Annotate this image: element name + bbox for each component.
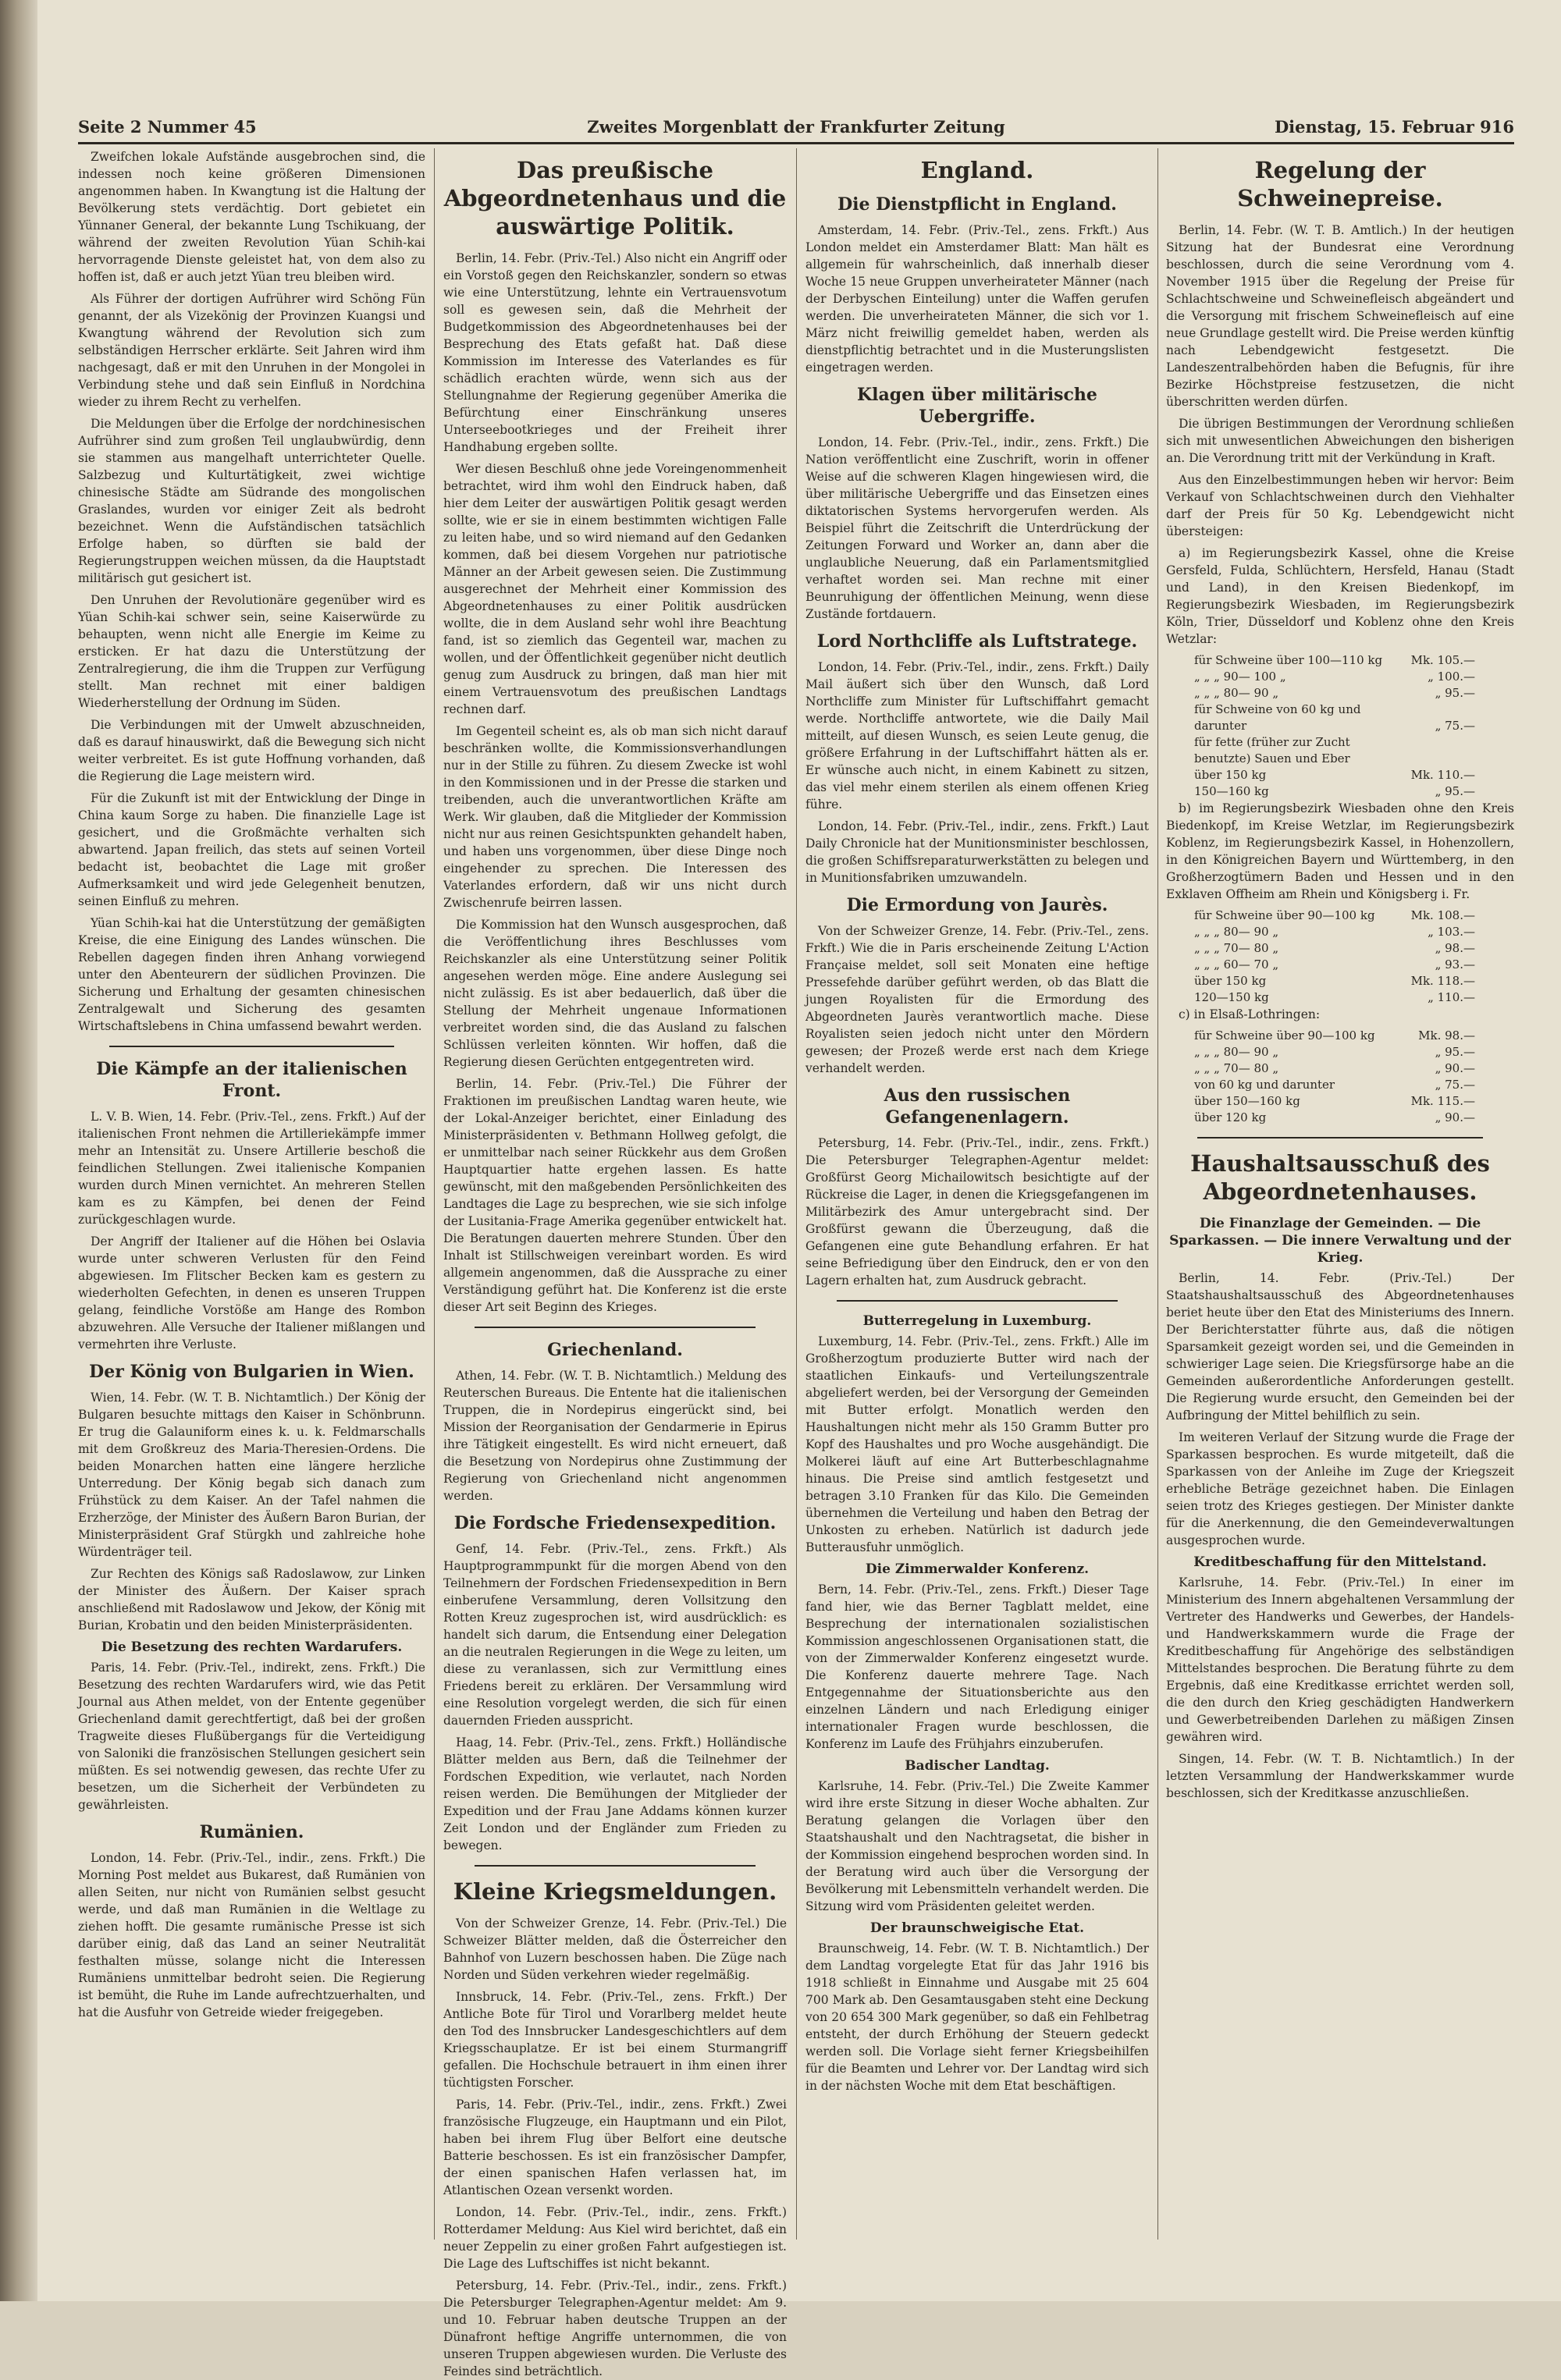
price-row (1194, 908, 1514, 924)
price-row (1194, 783, 1514, 800)
price-row (1194, 940, 1514, 957)
article-paragraph: Von der Schweizer Grenze, 14. Febr. (Priv.-Tel.) Die Schweizer Blätter melden, daß die Österreicher den Bahnhof von Luzern beschossen haben. Die Züge nach Norden und Süden verkehren wieder regelmäßig. (443, 1916, 787, 1982)
price-label: über 150 kg (1194, 974, 1267, 988)
headline-baden-diet: Badischer Landtag. (905, 1758, 1050, 1774)
header-masthead: Zweites Morgenblatt der Frankfurter Zeitung (587, 117, 1005, 137)
price-row (1194, 1044, 1514, 1060)
page-header (78, 111, 1514, 142)
price-value: „ 95.— (1435, 1045, 1475, 1059)
price-value: „ 90.— (1435, 1110, 1475, 1124)
headline-italian-front: Die Kämpfe an der italienischen Front. (96, 1059, 407, 1101)
price-value: Mk. 98.— (1418, 1028, 1475, 1043)
price-label: über 150—160 kg (1194, 1094, 1300, 1108)
price-value: Mk. 105.— (1410, 653, 1475, 667)
article-paragraph: Paris, 14. Febr. (Priv.-Tel., indir., zens. Frkft.) Zwei französische Flugzeuge, ein Hauptmann und ein Pilot, haben bei ihrem Flug über Belfort eine deutsche Batterie beschossen. Es ist ein französischer Dampfer, der einen spanischen Hafen verlassen hat, im Atlantischen Ozean versenkt worden. (443, 2098, 787, 2197)
price-row (1194, 702, 1514, 734)
article-paragraph: Amsterdam, 14. Febr. (Priv.-Tel., zens. Frkft.) Aus London meldet ein Amsterdamer Blatt: Man hält es allgemein für wahrscheinlich, daß innerhalb dieser Woche 15 neue Gruppen unverheirateter Männer (nach der Derbyschen Einteilung) unter die Waffen gerufen werden. Die unverheirateten Männer, die sich vor 1. März nicht freiwillig gemeldet haben, werden als dienstpflichtig betrachtet und in die Musterungslisten eingetragen werden. (805, 223, 1149, 375)
price-label: für Schweine über 90—100 kg (1194, 908, 1375, 922)
column-4 (1166, 148, 1514, 2240)
price-row (1194, 973, 1514, 989)
column-rule (1157, 148, 1158, 2240)
price-label: über 120 kg (1194, 1110, 1267, 1124)
section-divider (1197, 1137, 1483, 1138)
price-label: 120—150 kg (1194, 990, 1269, 1004)
article-paragraph: Die übrigen Bestimmungen der Verordnung schließen sich mit unwesentlichen Abweichungen den bisherigen an. Die Verordnung tritt mit der Verkündung in Kraft. (1166, 417, 1514, 465)
price-label: für fette (früher zur Zucht benutzte) Sauen und Eber (1194, 735, 1350, 766)
article-paragraph: Wer diesen Beschluß ohne jede Voreingenommenheit betrachtet, wird ihm wohl den Eindruck haben, daß hier dem Leiter der auswärtigen Politik gesagt werden sollte, wie er sie in einem bestimmten wichtigen Falle zu leiten habe, und so wird niemand auf den Gedanken kommen, daß bei diesem Vorgehen nur patriotische Männer an der Arbeit gewesen seien. Die Zustimmung ausgerechnet der Mehrheit einer Kommission des Abgeordnetenhauses zu einer Politik ausdrücken wollte, die in dem Ausland sehr wohl ihre Beachtung fand, ist so ziemlich das Gegenteil war, machen zu wollen, und der Öffentlichkeit gegenüber nicht deutlich genug zum Ausdruck zu bringen, daß man hier mit einem Vertrauensvotum des preußischen Landtags rechnen darf. (443, 462, 787, 716)
price-value: „ 100.— (1428, 670, 1475, 684)
price-row (1194, 924, 1514, 940)
article-paragraph: Aus den Einzelbestimmungen heben wir hervor: Beim Verkauf von Schlachtschweinen durch den Viehhalter darf der Preis für 50 Kg. Lebendgewicht nicht übersteigen: (1166, 473, 1514, 538)
article-paragraph: Karlsruhe, 14. Febr. (Priv.-Tel.) In einer im Ministerium des Innern abgehaltenen Versammlung der Vertreter des Handwerks und Gewerbes, der Handels- und Handwerkskammern wurde die Frage der Kreditbeschaffung für Angehörige des selbständigen Mittelstandes besprochen. Die Beratung führte zu dem Ergebnis, daß eine Kreditkasse errichtet werden soll, die den durch den Krieg geschädigten Handwerkern und Gewerbetreibenden Darlehen zu mäßigen Zinsen gewähren wird. (1166, 1575, 1514, 1744)
article-paragraph: b) im Regierungsbezirk Wiesbaden ohne den Kreis Biedenkopf, im Kreise Wetzlar, im Regierungsbezirk Koblenz, im Regierungsbezirk Kassel, in Hohenzollern, in den Königreichen Bayern und Württemberg, in den Großherzogtümern Baden und Hessen und in den Exklaven Offheim am Rhein und Königsberg i. Fr. (1166, 801, 1514, 901)
article-paragraph: Die Meldungen über die Erfolge der nordchinesischen Aufrührer sind zum großen Teil unglaubwürdig, denn sie stammen aus mangelhaft unterrichteter Quelle. Salzbezug und Kulturtätigkeit, zwei wichtige chinesische Städte am Südrande des mongolischen Graslandes, wurden vor einiger Zeit als bedroht bezeichnet. Wenn die Aufständischen tatsächlich Erfolge haben, so dürften sie bald der Regierungstruppen weichen müssen, da die Hauptstadt militärisch gut gesichert ist. (78, 417, 425, 585)
article-paragraph: Berlin, 14. Febr. (Priv.-Tel.) Der Staatshaushaltsausschuß des Abgeordnetenhauses beriet heute über den Etat des Ministeriums des Innern. Der Berichterstatter führte aus, daß die nötigen Sparsamkeit gezeigt worden sei, und die Gemeinden in schwieriger Lage seien. Die Kriegsfürsorge habe an die Gemeinden außerordentliche Anforderungen gestellt. Die Regierung wurde ersucht, den Gemeinden bei der Aufbringung der Mittel behilflich zu sein. (1166, 1271, 1514, 1423)
article-paragraph: Genf, 14. Febr. (Priv.-Tel., zens. Frkft.) Als Hauptprogrammpunkt für die morgen Abend von den Teilnehmern der Fordschen Friedensexpedition in Bern einberufene Versammlung, deren Vollsitzung den Rotten Kreuz zugesprochen ist, wird ausdrücklich: es handelt sich darum, die Entsendung einer Delegation an die neutralen Regierungen in die Wege zu leiten, um diese zu veranlassen, sich zur Vermittlung eines Friedens bereit zu erklären. Der Versammlung wird eine Resolution vorgelegt werden, die sich für einen dauernden Frieden ausspricht. (443, 1542, 787, 1728)
price-label: „ „ „ 70— 80 „ (1194, 1061, 1279, 1075)
price-label: von 60 kg und darunter (1194, 1078, 1335, 1092)
headline-england: England. (920, 157, 1034, 183)
article-paragraph: Zweifchen lokale Aufstände ausgebrochen sind, die indessen noch keine größeren Dimensionen angenommen haben. In Kwangtung ist die Haltung der Bevölkerung stets verdächtig. Dort gebietet ein Yünnaner General, der bekannte Lung Tschikuang, der während der zweiten Revolution Yüan Schih-kai hervorragende Dienste geleistet hat, von dem also zu hoffen ist, daß er auch jetzt Yüan treu bleiben wird. (78, 150, 425, 284)
article-paragraph: Braunschweig, 14. Febr. (W. T. B. Nichtamtlich.) Der dem Landtag vorgelegte Etat für das Jahr 1916 bis 1918 schließt in Einnahme und Ausgabe mit 25 604 700 Mark ab. Den Gesamtausgaben steht eine Deckung von 20 654 300 Mark gegenüber, so daß ein Fehlbetrag entsteht, der durch Erhöhung der Steuern gedeckt werden soll. Die Vorlage sieht ferner Kriegsbeihilfen für die Beamten und Lehrer vor. Der Landtag wird sich in der nächsten Woche mit dem Etat beschäftigen. (805, 1941, 1149, 2093)
article-paragraph: a) im Regierungsbezirk Kassel, ohne die Kreise Gersfeld, Fulda, Schlüchtern, Hersfeld, Hanau (Stadt und Land), in den Kreisen Biedenkopf, im Regierungsbezirk Wiesbaden, im Regierungsbezirk Köln, Trier, Düsseldorf und Koblenz ohne den Kreis Wetzlar: (1166, 546, 1514, 646)
article-paragraph: Der Angriff der Italiener auf die Höhen bei Oslavia wurde unter schweren Verlusten für den Feind abgewiesen. Im Flitscher Becken kam es gestern zu wiederholten Gefechten, in denen es unseren Truppen gelang, feindliche Vorstöße am Hange des Rombon abzuwehren. Alle Versuche der Italiener mißlangen und vermehrten ihre Verluste. (78, 1234, 425, 1352)
price-value: „ 75.— (1435, 719, 1475, 733)
article-paragraph: Petersburg, 14. Febr. (Priv.-Tel., indir., zens. Frkft.) Die Petersburger Telegraphen-Agentur meldet: Am 9. und 10. Februar haben deutsche Truppen an der Dünafront heftige Angriffe unternommen, die von unseren Truppen abgewiesen wurden. Die Verluste des Feindes sind beträchtlich. (443, 2279, 787, 2378)
article-paragraph: Bern, 14. Febr. (Priv.-Tel., zens. Frkft.) Dieser Tage fand hier, wie das Berner Tagblatt meldet, eine Besprechung der internationalen sozialistischen Kommission angeschlossenen Organisationen statt, die von der Zimmerwalder Konferenz eingesetzt wurde. Die Konferenz dauerte mehrere Tage. Nach Entgegennahme der Situationsberichte aus den einzelnen Ländern und nach Erledigung einiger internationaler Fragen wurde beschlossen, die Konferenz im Laufe des Frühjahrs einzuberufen. (805, 1583, 1149, 1751)
price-value: „ 98.— (1435, 941, 1475, 955)
price-row (1194, 957, 1514, 973)
article-paragraph: Athen, 14. Febr. (W. T. B. Nichtamtlich.) Meldung des Reuterschen Bureaus. Die Entente hat die italienischen Truppen, die in Nordepirus eingerückt sind, bei Mission der Reorganisation der Gendarmerie in Epirus ihre Tätigkeit eingestellt. Es wird nicht erneuert, daß die Besetzung von Nordepirus ohne Zustimmung der Regierung von Griechenland nicht angenommen werden. (443, 1369, 787, 1503)
price-value: Mk. 108.— (1410, 908, 1475, 922)
headline-pig-prices: Regelung der Schweinepreise. (1237, 157, 1443, 211)
column-rule (796, 148, 797, 2240)
article-paragraph: London, 14. Febr. (Priv.-Tel., indir., zens. Frkft.) Die Morning Post meldet aus Bukarest, daß Rumänien von allen Seiten, nur nicht von Rumänien selbst gesucht werde, und daß man Rumänien in die Weltlage zu ziehen hofft. Die gesamte rumänische Presse ist sich darüber einig, daß das Land an seiner Neutralität festhalten müsse, solange nicht die Interessen Rumäniens unmittelbar bedroht seien. Die Regierung ist bemüht, die Ruhe im Lande aufrechtzuerhalten, und hat die Ausfuhr von Getreide wieder freigegeben. (78, 1851, 425, 2019)
price-row (1194, 734, 1514, 767)
price-row (1194, 1077, 1514, 1093)
headline-ford-expedition: Die Fordsche Friedensexpedition. (453, 1513, 777, 1533)
headline-middle-class-credit: Kreditbeschaffung für den Mittelstand. (1193, 1554, 1487, 1570)
headline-prussian-house: Das preußische Abgeordnetenhaus und die auswärtige Politik. (443, 157, 787, 240)
headline-prison-camps: Aus den russischen Gefangenenlagern. (884, 1085, 1071, 1128)
price-value: Mk. 118.— (1410, 974, 1475, 988)
price-value: „ 95.— (1435, 784, 1475, 798)
article-paragraph: Haag, 14. Febr. (Priv.-Tel., zens. Frkft.) Holländische Blätter melden aus Bern, daß die Teilnehmer der Fordschen Expedition, wie verlautet, nach Norden reisen werden. Die Bemühungen der Mitglieder der Expedition und der Frau Jane Addams können kurzer Zeit London und der Engländer zum Frieden zu bewegen. (443, 1735, 787, 1852)
price-table-c (1166, 1028, 1514, 1126)
headline-brunswick-budget: Der braunschweigische Etat. (869, 1920, 1085, 1936)
price-label: „ „ „ 80— 90 „ (1194, 1045, 1279, 1059)
price-label: 150—160 kg (1194, 784, 1269, 798)
article-paragraph: Petersburg, 14. Febr. (Priv.-Tel., indir., zens. Frkft.) Die Petersburger Telegraphen-Agentur meldet: Großfürst Georg Michailowitsch besichtigte auf der Rückreise die Lager, in denen die Kriegsgefangenen im Militärbezirk des Amur untergebracht sind. Der Großfürst gewann die Überzeugung, daß die Gefangenen eine gute Behandlung erfahren. Er hat seine Befriedigung über den Eindruck, den er von den Lagern erhalten hat, zum Ausdruck gebracht. (805, 1136, 1149, 1288)
article-paragraph: London, 14. Febr. (Priv.-Tel., indir., zens. Frkft.) Daily Mail äußert sich über den Wunsch, daß Lord Northcliffe zum Minister für Luftschiffahrt gemacht werde. Northcliffe antwortete, wie die Daily Mail mitteilt, auf diesen Wunsch, es seien Leute genug, die größere Erfahrung in der Luftschiffahrt hätten als er. Er wünsche auch nicht, in einem Kabinett zu sitzen, das viel mehr einem sterilen als einem offenen Krieg führe. (805, 660, 1149, 812)
price-label: „ „ „ 80— 90 „ (1194, 686, 1279, 700)
headline-budget-committee: Haushaltsausschuß des Abgeordnetenhauses. (1190, 1150, 1490, 1205)
price-row (1194, 989, 1514, 1006)
article-paragraph: Karlsruhe, 14. Febr. (Priv.-Tel.) Die Zweite Kammer wird ihre erste Sitzung in dieser Woche abhalten. Zur Beratung gelangen die Vorlagen über den Staatshaushalt und den Nachtragsetat, die bisher in der Kommission eingehend besprochen worden sind. In der Beratung wird auch über die Versorgung der Bevölkerung mit Lebensmitteln verhandelt werden. Die Sitzung wird vom Präsidenten geleitet werden. (805, 1779, 1149, 1913)
column-3 (805, 148, 1149, 2240)
column-2 (443, 148, 787, 2378)
price-value: „ 93.— (1435, 957, 1475, 972)
article-paragraph: Paris, 14. Febr. (Priv.-Tel., indirekt, zens. Frkft.) Die Besetzung des rechten Wardarufers wird, wie das Petit Journal aus Athen meldet, von der Entente gegenüber Griechenland damit gerechtfertigt, daß bei der großen Tragweite dieses Flußübergangs für die Verteidigung von Saloniki die französischen Stellungen gesichert sein müßten. Es sei notwendig gewesen, das rechte Ufer zu besetzen, um die Sicherheit der Verbündeten zu gewährleisten. (78, 1661, 425, 1812)
article-paragraph: Als Führer der dortigen Aufrührer wird Schöng Fün genannt, der als Vizekönig der Provinzen Kuangsi und Kwangtung während der Revolution sich zum selbständigen Herrscher erklärte. Seit Jahren wird ihm nachgesagt, daß er mit den Unruhen in der Mongolei in Verbindung stehe und daß sein Einfluß in Nordchina wieder zu ihrem Recht zu verhelfen. (78, 292, 425, 409)
article-paragraph: London, 14. Febr. (Priv.-Tel., indir., zens. Frkft.) Laut Daily Chronicle hat der Munitionsminister beschlossen, die großen Schiffsreparaturwerkstätten zu belegen und in Munitionsfabriken umzuwandeln. (805, 819, 1149, 885)
article-paragraph: Singen, 14. Febr. (W. T. B. Nichtamtlich.) In der letzten Versammlung der Handwerkskammer wurde beschlossen, sich der Kreditkasse anzuschließen. (1166, 1752, 1514, 1800)
article-paragraph: Berlin, 14. Febr. (Priv.-Tel.) Also nicht ein Angriff oder ein Vorstoß gegen den Reichskanzler, sondern so etwas wie eine Unterstützung, lehnte ein Vertrauensvotum soll es gewesen sein, daß die Mehrheit der Budgetkommission des Abgeordnetenhauses bei der Besprechung des Etats gefaßt hat. Daß diese Kommission im Interesse des Vaterlandes es für schädlich erachten würde, wenn sich aus der Stellungnahme der Regierung gegenüber Amerika die Befürchtung einer Einschränkung unseres Unterseebootkrieges und der Freiheit ihrer Handhabung ergeben sollte. (443, 251, 787, 454)
price-value: Mk. 115.— (1410, 1094, 1475, 1108)
price-row (1194, 1060, 1514, 1077)
article-paragraph: c) in Elsaß-Lothringen: (1179, 1007, 1321, 1021)
price-label: „ „ „ 90— 100 „ (1194, 670, 1286, 684)
price-row (1194, 767, 1514, 783)
price-label: „ „ „ 80— 90 „ (1194, 925, 1279, 939)
header-rule (78, 142, 1514, 144)
headline-conscription: Die Dienstpflicht in England. (837, 194, 1117, 215)
article-paragraph: Innsbruck, 14. Febr. (Priv.-Tel., zens. Frkft.) Der Antliche Bote für Tirol und Vorarlberg meldet heute den Tod des Innsbrucker Landesgeschichtlers auf dem Kriegsschauplatze. Er ist bei einem Sturmangriff gefallen. Die Hochschule betrauert in ihm einen ihrer tüchtigsten Forscher. (443, 1990, 787, 2090)
article-paragraph: Im weiteren Verlauf der Sitzung wurde die Frage der Sparkassen besprochen. Es wurde mitgeteilt, daß die Sparkassen von der Anleihe im Zuge der Kriegszeit erhebliche Beträge gezeichnet haben. Die Einlagen seien trotz des Krieges gestiegen. Der Minister dankte für die Anerkennung, die den Gemeindeverwaltungen ausgesprochen wurde. (1166, 1430, 1514, 1547)
article-paragraph: London, 14. Febr. (Priv.-Tel., indir., zens. Frkft.) Die Nation veröffentlicht eine Zuschrift, worin in offener Weise auf die schweren Klagen hingewiesen wird, die über militärische Uebergriffe und das Einsetzen eines diktatorischen Systems hervorgerufen werden. Als Beispiel führt die Zeitschrift die Unterdrückung der Zeitungen Forward und Worker an, dann aber die unglaubliche Neuerung, daß ein Parlamentsmitglied verhaftet worden sei. Man rechne mit einer Beunruhigung der öffentlichen Meinung, wenn diese Zustände fortdauern. (805, 435, 1149, 621)
price-row (1194, 685, 1514, 702)
price-row (1194, 652, 1514, 669)
price-label: für Schweine über 100—110 kg (1194, 653, 1383, 667)
price-row (1194, 1093, 1514, 1110)
article-paragraph: L. V. B. Wien, 14. Febr. (Priv.-Tel., zens. Frkft.) Auf der italienischen Front nehmen die Artilleriekämpfe immer mehr an Intensität zu. Unsere Artillerie beschoß die feindlichen Stellungen. Zwei italienische Kompanien wurden durch Minen vernichtet. An mehreren Stellen kam es zu Kämpfen, bei denen der Feind zurückgeschlagen wurde. (78, 1110, 425, 1227)
price-row (1194, 669, 1514, 685)
section-divider (837, 1300, 1118, 1302)
headline-greece: Griechenland. (547, 1340, 683, 1360)
article-paragraph: Berlin, 14. Febr. (Priv.-Tel.) Die Führer der Fraktionen im preußischen Landtag waren heute, wie der Lokal-Anzeiger berichtet, einer Einladung des Ministerpräsidenten v. Bethmann Hollweg gefolgt, die er unmittelbar nach seiner Rückkehr aus dem Großen Hauptquartier hatte ergehen lassen. Es hatte gewünscht, mit den maßgebenden Persönlichkeiten des Landtages die Lage zu besprechen, wie sie sich infolge der Lusitania-Frage Amerika gegenüber entwickelt hat. Die Beratungen dauerten mehrere Stunden. Über den Inhalt ist Stillschweigen vereinbart worden. Es wird allgemein angenommen, daß die Aussprache zu einer Verständigung geführt hat. Die Konferenz ist die erste dieser Art seit Beginn des Krieges. (443, 1077, 787, 1314)
article-paragraph: Im Gegenteil scheint es, als ob man sich nicht darauf beschränken wollte, die Kommissionsverhandlungen nur in der Stille zu führen. Zu diesem Zwecke ist wohl in den Kommissionen und in der Presse die starken und treibenden, auch die unverantwortlichen Kräfte am Werk. Wir glauben, daß die Mitglieder der Kommission nicht nur aus reinen Gesichtspunkten gehandelt haben, und haben uns vorgenommen, über diese Dinge noch eingehender zu sprechen. Die Interessen des Vaterlandes erfordern, daß wir uns nicht durch Zwischenrufe beirren lassen. (443, 724, 787, 910)
price-label: „ „ „ 60— 70 „ (1194, 957, 1279, 972)
article-paragraph: Yüan Schih-kai hat die Unterstützung der gemäßigten Kreise, die eine Einigung des Landes wünschen. Die Rebellen dagegen finden ihren Anhang vorwiegend unter den Abenteurern der südlichen Provinzen. Die Sicherung und Erhaltung der gesamten chinesischen Zentralgewalt und Sicherung des gesamten Wirtschaftslebens in China umfassend bewahrt werden. (78, 916, 425, 1033)
article-paragraph: London, 14. Febr. (Priv.-Tel., indir., zens. Frkft.) Rotterdamer Meldung: Aus Kiel wird berichtet, daß ein neuer Zeppelin zu einer großen Fahrt aufgestiegen ist. Die Lage des Luftschiffes ist nicht bekannt. (443, 2205, 787, 2271)
article-paragraph: Berlin, 14. Febr. (W. T. B. Amtlich.) In der heutigen Sitzung hat der Bundesrat eine Verordnung beschlossen, durch die seine Verordnung vom 4. November 1915 über die Regelung der Preise für Schlachtschweine und Schweinefleisch abgeändert und die Versorgung mit frischem Schweinefleisch auf eine neue Grundlage gestellt wird. Die Preise werden künftig nach Lebendgewicht festgesetzt. Die Landeszentralbehörden haben die Befugnis, für ihre Bezirke Höchstpreise festzusetzen, die nicht überschritten werden dürfen. (1166, 223, 1514, 409)
headline-wardar: Die Besetzung des rechten Wardarufers. (101, 1639, 403, 1655)
price-value: „ 90.— (1435, 1061, 1475, 1075)
header-date: Dienstag, 15. Februar 916 (1274, 117, 1514, 137)
article-paragraph: Für die Zukunft ist mit der Entwicklung der Dinge in China kaum Sorge zu haben. Die finanzielle Lage ist gesichert, und die Großmächte verhalten sich abwartend. Japan freilich, das stets auf seinen Vorteil bedacht ist, beobachtet die Lage mit großer Aufmerksamkeit und wird jede Gelegenheit benutzen, seinen Einfluß zu mehren. (78, 791, 425, 908)
headline-small-war-reports: Kleine Kriegsmeldungen. (453, 1878, 777, 1905)
price-value: „ 75.— (1435, 1078, 1475, 1092)
price-value: „ 103.— (1428, 925, 1475, 939)
headline-jaures: Die Ermordung von Jaurès. (846, 895, 1108, 915)
price-label: für Schweine über 90—100 kg (1194, 1028, 1375, 1043)
article-paragraph: Wien, 14. Febr. (W. T. B. Nichtamtlich.) Der König der Bulgaren besuchte mittags den Kaiser in Schönbrunn. Er trug die Galauniform eines k. u. k. Feldmarschalls mit dem Großkreuz des Maria-Theresien-Ordens. Die beiden Monarchen hatten eine längere herzliche Unterredung. Der König begab sich danach zum Frühstück zu dem Kaiser. An der Tafel nahmen die Erzherzöge, der Minister des Äußern Baron Burian, der Ministerpräsident Graf Stürgkh und zahlreiche hohe Würdenträger teil. (78, 1391, 425, 1559)
article-paragraph: Luxemburg, 14. Febr. (Priv.-Tel., zens. Frkft.) Alle im Großherzogtum produzierte Butter wird nach der staatlichen Einkaufs- und Verteilungszentrale abgeliefert werden, bei der Versorgung der Gemeinden mit Butter erfolgt. Monatlich werden den Haushaltungen nicht mehr als 150 Gramm Butter pro Kopf des Haushaltes und pro Woche ausgehändigt. Die Molkerei läuft auf eine Art Butterbeschlagnahme hinaus. Die Preise sind amtlich festgesetzt und betragen 3.10 Franken für das Kilo. Die Gemeinden übernehmen die Verteilung und haben den Betrag der Unkosten zu erheben. Natürlich ist dadurch jede Butterausfuhr unmöglich. (805, 1334, 1149, 1554)
price-label: über 150 kg (1194, 768, 1267, 782)
headline-zimmerwald: Die Zimmerwalder Konferenz. (865, 1561, 1090, 1577)
price-value: Mk. 110.— (1410, 768, 1475, 782)
header-page-number: Seite 2 Nummer 45 (78, 117, 257, 137)
price-table-b (1166, 908, 1514, 1006)
price-label: für Schweine von 60 kg und darunter (1194, 702, 1361, 733)
headline-romania: Rumänien. (199, 1822, 304, 1842)
headline-butter-luxembourg: Butterregelung in Luxemburg. (862, 1313, 1092, 1329)
price-table-a (1166, 652, 1514, 800)
price-value: „ 110.— (1428, 990, 1475, 1004)
article-paragraph: Den Unruhen der Revolutionäre gegenüber wird es Yüan Schih-kai schwer sein, seine Kaiserwürde zu behaupten, wenn nicht alle Energie im Keime zu ersticken. Er hat dazu die Unterstützung der Zentralregierung, die ihm die Truppen zur Verfügung stellt. Man rechnet mit einer baldigen Wiederherstellung der Ordnung im Süden. (78, 593, 425, 710)
price-value: „ 95.— (1435, 686, 1475, 700)
section-divider (109, 1046, 394, 1047)
column-1 (78, 148, 425, 2240)
headline-bulgarian-king: Der König von Bulgarien in Wien. (89, 1362, 414, 1382)
price-label: „ „ „ 70— 80 „ (1194, 941, 1279, 955)
price-row (1194, 1110, 1514, 1126)
subheadline-budget-committee: Die Finanzlage der Gemeinden. — Die Sparkassen. — Die innere Verwaltung und der Krieg. (1169, 1216, 1511, 1266)
article-paragraph: Die Kommission hat den Wunsch ausgesprochen, daß die Veröffentlichung ihres Beschlusses vom Reichskanzler als eine Unterstützung seiner Politik angesehen werden möge. Eine andere Auslegung sei nicht zulässig. Es ist aber bedauerlich, daß über die Stellung der Mehrheit ungenaue Informationen verbreitet worden sind, die das Ausland zu falschen Schlüssen verleiten könnten. Wir hoffen, daß die Regierung diesen Gerüchten entgegentreten wird. (443, 918, 787, 1069)
article-paragraph: Die Verbindungen mit der Umwelt abzuschneiden, daß es darauf hinauswirkt, daß die Bewegung sich nicht weiter verbreitet. Es ist gute Hoffnung vorhanden, daß die Regierung die Lage meistern wird. (78, 718, 425, 783)
article-paragraph: Von der Schweizer Grenze, 14. Febr. (Priv.-Tel., zens. Frkft.) Wie die in Paris erscheinende Zeitung L'Action Française meldet, soll seit Monaten eine heftige Pressefehde darüber geführt werden, ob das Blatt die jungen Royalisten für die Ermordung des Abgeordneten Jaurès verantwortlich mache. Diese Royalisten seien jedoch nicht unter den Mördern gewesen; der Prozeß werde erst nach dem Kriege verhandelt werden. (805, 924, 1149, 1075)
section-divider (475, 1327, 756, 1328)
price-row (1194, 1028, 1514, 1044)
page-binding-shadow (0, 0, 37, 2301)
headline-northcliffe: Lord Northcliffe als Luftstratege. (816, 631, 1138, 652)
article-paragraph: Zur Rechten des Königs saß Radoslawow, zur Linken der Minister des Äußern. Der Kaiser sprach anschließend mit Radoslawow und Jekow, der König mit Burian, Krobatin und den beiden Ministerpräsidenten. (78, 1567, 425, 1632)
headline-military-complaints: Klagen über militärische Uebergriffe. (857, 385, 1097, 427)
section-divider (475, 1865, 756, 1867)
column-rule (434, 148, 435, 2240)
